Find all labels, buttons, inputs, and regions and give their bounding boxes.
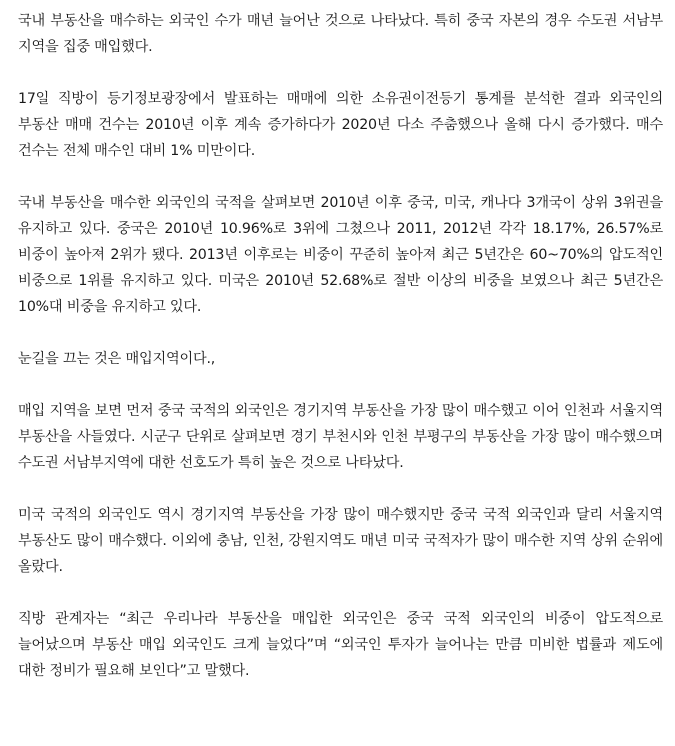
paragraph-transaction-stats: 17일 직방이 등기정보광장에서 발표하는 매매에 의한 소유권이전등기 통계를 분석한 결과 외국인의 부동산 매매 건수는 2010년 이후 계속 증가하다가 2020년 다소 주춤했으나 올해 다시 증가했다. 매수 건수는 전체 매수인 대비 1% 미만이다. xyxy=(18,91,663,159)
paragraph-nationality: 국내 부동산을 매수한 외국인의 국적을 살펴보면 2010년 이후 중국, 미국, 캐나다 3개국이 상위 3위권을 유지하고 있다. 중국은 2010년 10.96%로 3위에 그쳤으나 2011, 2012년 각각 18.17%, 26.57%로 비중이 높아져 2위가 됐다. 2013년 이후로는 비중이 꾸준히 높아져 최근 5년간은 60~70%의 압도적인 비중으로 1위를 유지하고 있다. 미국은 2010년 52.68%로 절반 이상의 비중을 보였으나 최근 5년간은 10%대 비중을 유지하고 있다. xyxy=(18,195,663,315)
paragraph-intro: 국내 부동산을 매수하는 외국인 수가 매년 늘어난 것으로 나타났다. 특히 중국 자본의 경우 수도권 서남부 지역을 집중 매입했다. xyxy=(18,13,663,55)
paragraph-purchase-region-lead: 눈길을 끄는 것은 매입지역이다., xyxy=(18,351,216,367)
paragraph-china-regions: 매입 지역을 보면 먼저 중국 국적의 외국인은 경기지역 부동산을 가장 많이 매수했고 이어 인천과 서울지역 부동산을 사들였다. 시군구 단위로 살펴보면 경기 부천시와 인천 부평구의 부동산을 가장 많이 매수했으며 수도권 서남부지역에 대한 선호도가 특히 높은 것으로 나타났다. xyxy=(18,403,663,471)
paragraph-us-regions: 미국 국적의 외국인도 역시 경기지역 부동산을 가장 많이 매수했지만 중국 국적 외국인과 달리 서울지역 부동산도 많이 매수했다. 이외에 충남, 인천, 강원지역도 매년 미국 국적자가 많이 매수한 지역 상위 순위에 올랐다. xyxy=(18,507,663,575)
paragraph-quote: 직방 관계자는 “최근 우리나라 부동산을 매입한 외국인은 중국 국적 외국인의 비중이 압도적으로 늘어났으며 부동산 매입 외국인도 크게 늘었다”며 “외국인 투자가 늘어나는 만큼 미비한 법률과 제도에 대한 정비가 필요해 보인다”고 말했다. xyxy=(18,611,663,679)
